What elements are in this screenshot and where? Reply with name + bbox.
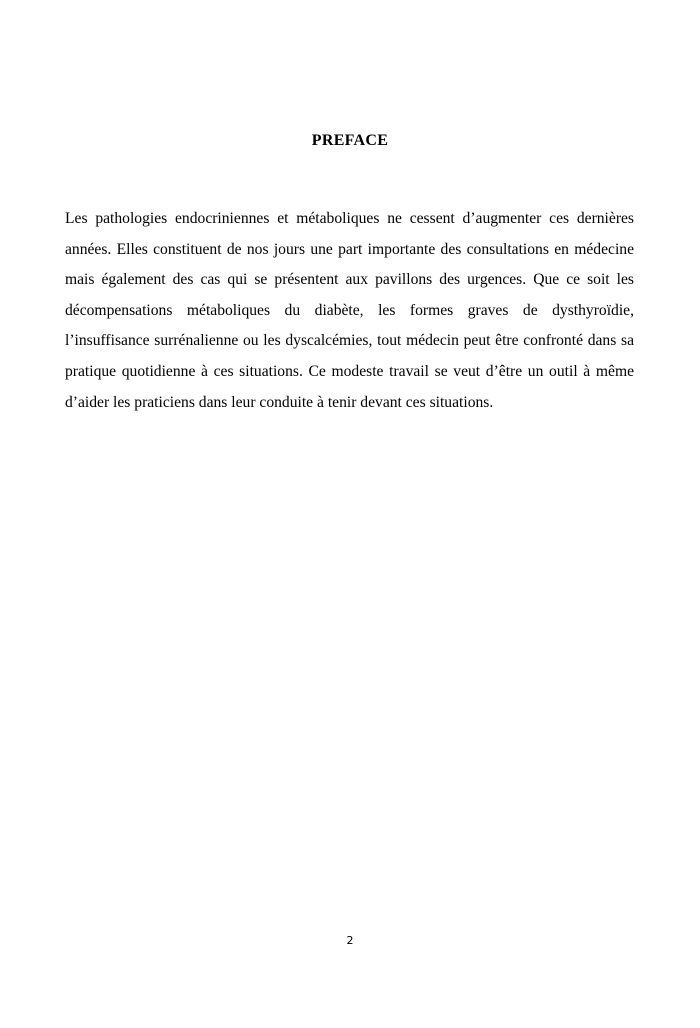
page-number: 2 <box>346 934 354 947</box>
page-title: PREFACE <box>311 132 389 149</box>
preface-paragraph: Les pathologies endocriniennes et métaboliques ne cessent d’augmenter ces dernières années. Elles constituent de nos jours une part importante des consultations en médecine mais également des cas qui se présentent aux pavillons des urgences. Que ce soit les décompensations métaboliques du diabète, les formes graves de dysthyroïdie, l’insuffisance surrénalienne ou les dyscalcémies, tout médecin peut être confronté dans sa pratique quotidienne à ces situations. Ce modeste travail se veut d’être un outil à même d’aider les praticiens dans leur conduite à tenir devant ces situations. <box>65 210 634 411</box>
